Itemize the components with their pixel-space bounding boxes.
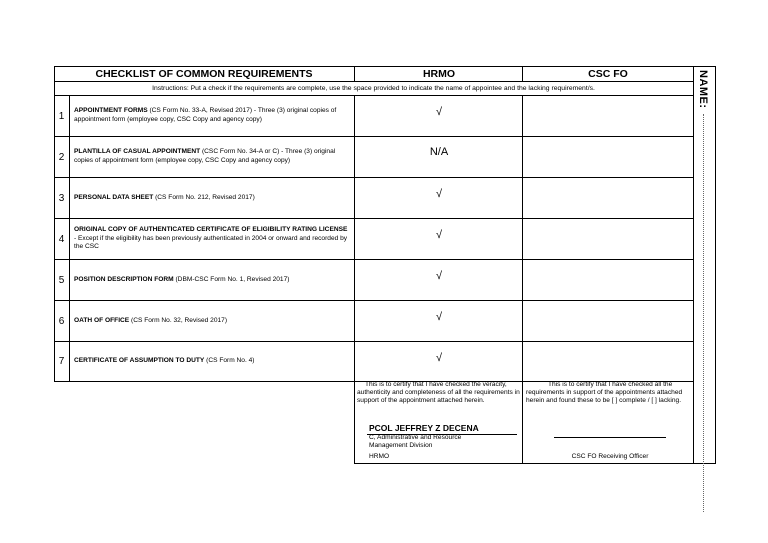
form-frame-name-col [693,66,694,464]
na-mark: N/A [429,146,449,158]
requirement-detail: (CS Form No. 33-A, Revised 2017) - Three (3) original copies of appointment form (employee copy, CSC Copy and agency copy) [74,107,337,123]
requirement-description [69,95,354,136]
cscfo-certification-text: This is to certify that I have checked all the requirements in support of the appointments attached herein and found these to be [ ] complete / [ ] lacking. [526,381,683,405]
row-number: 3 [54,177,69,218]
checklist-title: CHECKLIST OF COMMON REQUIREMENTS [95,67,313,80]
cscfo-role-label: CSC FO Receiving Officer [571,453,649,460]
requirement-title: APPOINTMENT FORMS [74,107,148,115]
hrmo-role-label: HRMO [369,453,390,460]
hrmo-check-cell[interactable] [354,300,523,341]
requirement-description [69,136,354,177]
requirement-title: ORIGINAL COPY OF AUTHENTICATED CERTIFICATE OF ELIGIBILITY RATING LICENSE [74,226,348,234]
form-frame-bottom [354,463,716,464]
check-mark-icon: √ [435,311,443,323]
row-number: 6 [54,300,69,341]
cscfo-column-header: CSC FO [522,66,693,81]
cscfo-check-cell[interactable] [522,136,693,177]
requirement-detail: (CS Form No. 32, Revised 2017) [129,316,228,324]
requirement-title: POSITION DESCRIPTION FORM [74,275,174,283]
check-mark-icon: √ [435,106,443,118]
hrmo-check-cell[interactable] [354,218,523,259]
requirement-detail: - Except if the eligibility has been previously authenticated in 2004 or onward and recorded by the CSC [74,234,348,251]
cscfo-check-cell[interactable] [522,300,693,341]
requirement-detail: (CSC Form No. 34-A or C) - Three (3) original copies of appointment form (employee copy, CSC Copy and agency copy) [74,148,336,164]
cscfo-signature-line[interactable] [554,437,666,438]
hrmo-check-cell[interactable] [354,341,523,381]
requirement-detail: (DBM-CSC Form No. 1, Revised 2017) [173,275,290,283]
hrmo-check-cell[interactable] [354,177,523,218]
cscfo-check-cell[interactable] [522,341,693,381]
requirement-detail: (CS Form No. 212, Revised 2017) [153,193,255,201]
cscfo-check-cell[interactable] [522,95,693,136]
check-mark-icon: √ [435,270,443,282]
hrmo-column-header: HRMO [354,66,523,81]
hrmo-check-cell[interactable] [354,95,523,136]
check-mark-icon: √ [435,352,443,364]
requirement-description [69,341,354,381]
name-line [703,114,704,512]
hrmo-signatory-name: PCOL JEFFREY Z DECENA [369,423,479,433]
instructions-text: Instructions: Put a check if the requirements are complete, use the space provided to indicate the name of appointee and the lacking requirement/s. [54,81,693,95]
requirement-description [69,300,354,341]
row-number: 1 [54,95,69,136]
row-number: 4 [54,218,69,259]
requirement-title: OATH OF OFFICE [74,316,130,324]
requirement-detail: (CS Form No. 4) [204,357,255,365]
requirement-title: PERSONAL DATA SHEET [74,193,154,201]
row-number: 2 [54,136,69,177]
hrmo-signatory-position: C, Administrative and Resource Management Division [369,434,462,450]
cscfo-check-cell[interactable] [522,218,693,259]
row-number: 5 [54,259,69,300]
certification-divider [354,381,355,464]
form-frame-right [715,66,716,464]
name-field[interactable] [697,70,711,440]
hrmo-check-cell[interactable] [354,136,523,177]
check-mark-icon: √ [435,188,443,200]
requirement-title: CERTIFICATE OF ASSUMPTION TO DUTY [74,357,205,365]
requirement-description [69,177,354,218]
certification-divider [522,381,523,464]
name-label: NAME: [697,70,709,109]
hrmo-certification-text: This is to certify that I have checked the veracity, authenticity and completeness of all the requirements in support of the appointment attached herein. [357,381,520,405]
cscfo-check-cell[interactable] [522,177,693,218]
cscfo-check-cell[interactable] [522,259,693,300]
requirement-title: PLANTILLA OF CASUAL APPOINTMENT [74,148,201,156]
requirement-description [69,218,354,259]
requirement-description [69,259,354,300]
hrmo-check-cell[interactable] [354,259,523,300]
check-mark-icon: √ [435,229,443,241]
row-number: 7 [54,341,69,381]
